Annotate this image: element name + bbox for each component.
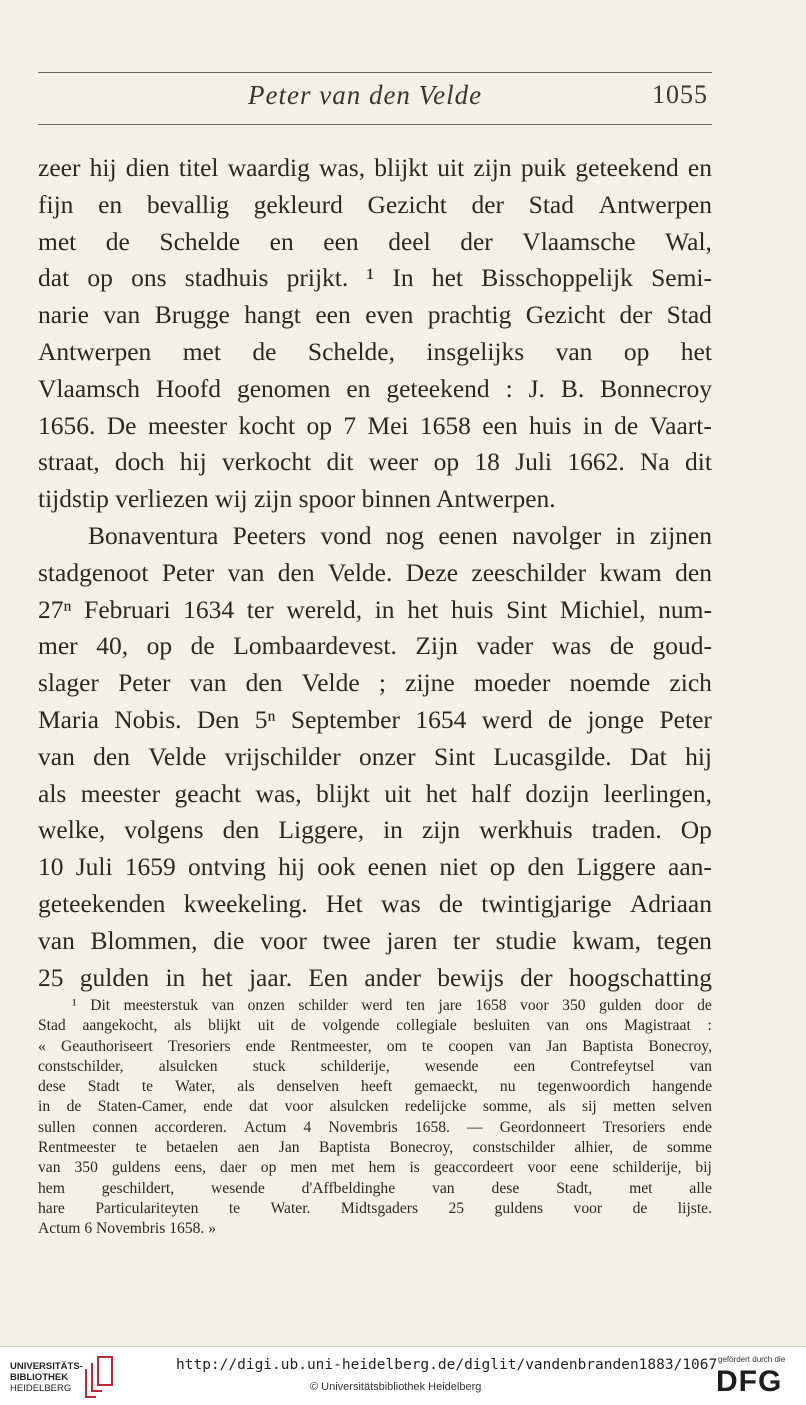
text-line: tijdstip verliezen wij zijn spoor binnen Antwerpen. [38,484,556,514]
body-text [38,150,712,996]
text-line: met de Schelde en een deel der Vlaamsche Wal, [38,226,712,256]
library-name-line2: BIBLIOTHEK [10,1372,69,1383]
header-rule-bottom [38,124,712,125]
text-line: als meester geacht was, blijkt uit het half dozijn leerlingen, [38,778,712,808]
library-emblem-icon [82,1355,116,1399]
text-line: Antwerpen met de Schelde, insgelijks van op het [38,336,712,366]
text-line: 25 gulden in het jaar. Een ander bewijs der hoogschatting [38,962,712,992]
footer-bar [0,1346,806,1405]
text-line: slager Peter van den Velde ; zijne moeder noemde zich [38,668,712,698]
footnote-line: « Geauthoriseert Tresoriers ende Rentmeester, om te coopen van Jan Baptista Bonecroy, [38,1037,712,1055]
text-line: van den Velde vrijschilder onzer Sint Lucasgilde. Dat hij [38,741,712,771]
text-line: Bonaventura Peeters vond nog eenen navolger in zijnen [88,520,712,550]
library-name-line3: HEIDELBERG [10,1383,72,1394]
permalink-url[interactable]: http://digi.ub.uni-heidelberg.de/diglit/vandenbranden1883/1067 [176,1357,718,1373]
text-line: zeer hij dien titel waardig was, blijkt uit zijn puik geteekend en [38,153,712,182]
footnote-line: constschilder, alsulcken stuck schilderije, wesende een Contrefeytsel van [38,1057,712,1075]
running-title: Peter van den Velde [248,80,483,110]
library-logo-text[interactable] [10,1361,82,1397]
page-number: 1055 [652,80,708,109]
footnote-line: van 350 guldens eens, daer op men met hem is geaccordeert voor eene schilderije, bij [38,1159,712,1177]
library-name-line1: UNIVERSITÄTS- [10,1361,83,1372]
text-line: stadgenoot Peter van den Velde. Deze zeeschilder kwam den [38,557,712,587]
footnote-line: hem geschildert, wesende d'Affbeldinghe van dese Stadt, met alle [38,1179,712,1197]
footnote-line: in de Staten-Camer, ende dat voor alsulcken redelijcke somme, als sij metten selven [38,1098,712,1116]
funding-note: gefördert durch die [718,1355,786,1364]
copyright-notice: © Universitätsbibliothek Heidelberg [310,1381,482,1393]
header-rule-top [38,72,712,73]
text-line: 27ⁿ Februari 1634 ter wereld, in het huis Sint Michiel, num- [38,594,712,624]
footnote-line: Rentmeester te betaelen aen Jan Baptista Bonecroy, constschilder alhier, de somme [38,1139,712,1157]
footnotes [38,996,712,1240]
text-line: straat, doch hij verkocht dit weer op 18 Juli 1662. Na dit [38,447,712,477]
text-line: dat op ons stadhuis prijkt. ¹ In het Bisschoppelijk Semi- [38,263,712,293]
footnote-line: ¹ Dit meesterstuk van onzen schilder werd ten jare 1658 voor 350 gulden door de [72,997,712,1014]
footnote-line: dese Stadt te Water, als denselven heeft gemaeckt, nu tegenwoordich hangende [38,1078,712,1096]
text-line: mer 40, op de Lombaardevest. Zijn vader was de goud- [38,631,712,661]
footnote-line: Stad aangekocht, als blijkt uit de volgende collegiale besluiten van ons Magistraat : [38,1017,712,1035]
text-line: welke, volgens den Liggere, in zijn werkhuis traden. Op [38,815,712,845]
text-line: narie van Brugge hangt een even prachtig Gezicht der Stad [38,300,712,330]
text-line: Maria Nobis. Den 5ⁿ September 1654 werd de jonge Peter [38,704,712,734]
footnote-line: Actum 6 Novembris 1658. » [38,1220,217,1238]
footnote-line: sullen connen accorderen. Actum 4 Novembris 1658. — Geordonneert Tresoriers ende [38,1118,712,1136]
text-line: geteekenden kweekeling. Het was de twintigjarige Adriaan [38,888,712,918]
text-line: 10 Juli 1659 ontving hij ook eenen niet op den Liggere aan- [38,852,712,882]
text-line: Vlaamsch Hoofd genomen en geteekend : J. B. Bonnecroy [38,373,712,403]
text-line: 1656. De meester kocht op 7 Mei 1658 een huis in de Vaart- [38,410,712,440]
text-line: van Blommen, die voor twee jaren ter studie kwam, tegen [38,925,712,955]
text-line: fijn en bevallig gekleurd Gezicht der Stad Antwerpen [38,189,712,219]
page-header [38,80,712,114]
footnote-line: hare Particulariteyten te Water. Midtsgaders 25 guldens voor de lijste. [38,1199,712,1217]
dfg-logo[interactable]: DFG [716,1365,783,1398]
